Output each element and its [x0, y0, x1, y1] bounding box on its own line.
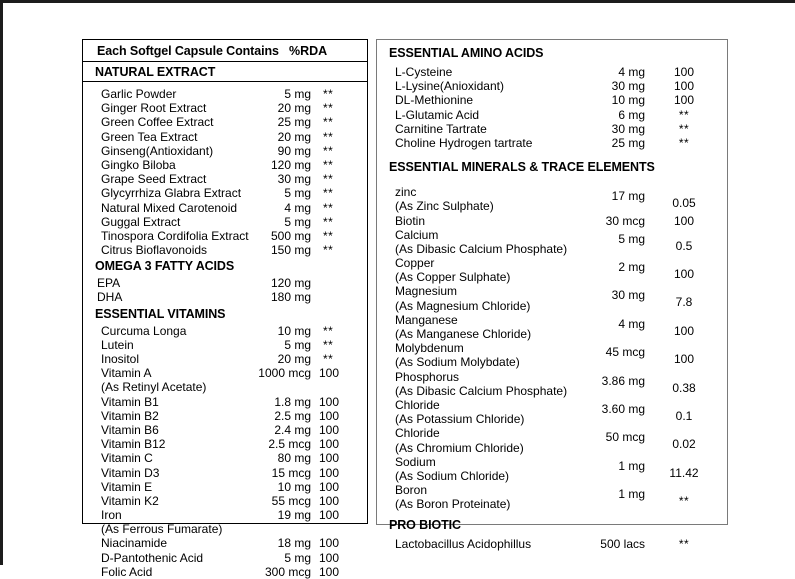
- mineral-source: (As Sodium Chloride): [395, 469, 510, 484]
- mineral-rda: 0.5: [675, 238, 693, 253]
- ingredient-name: Guggal Extract: [101, 214, 181, 229]
- probiotic-row: [377, 537, 727, 551]
- mineral-row: [377, 398, 727, 426]
- mineral-name: Manganese: [395, 312, 458, 327]
- ingredient-row: [83, 201, 367, 215]
- ingredient-name: Lutein: [101, 337, 134, 352]
- ingredient-amount: 30 mg: [611, 79, 645, 94]
- ingredient-rda: **: [323, 352, 334, 366]
- ingredient-row: [83, 395, 367, 409]
- ingredient-row: [83, 115, 367, 129]
- ingredient-name: Glycyrrhiza Glabra Extract: [101, 186, 242, 201]
- ingredient-row: [83, 494, 367, 508]
- ingredient-name: DL-Methionine: [395, 93, 474, 108]
- mineral-row: [377, 256, 727, 284]
- ingredient-row: [83, 423, 367, 437]
- mineral-source: (As Potassium Chloride): [395, 412, 525, 427]
- ingredient-row: [83, 551, 367, 565]
- ingredient-amount: 15 mcg: [271, 465, 311, 480]
- mineral-amount: 4 mg: [618, 316, 645, 331]
- mineral-name: Chloride: [395, 398, 440, 413]
- ingredient-name: Folic Acid: [101, 564, 153, 579]
- mineral-row: [377, 228, 727, 256]
- ingredient-rda: 100: [319, 366, 340, 381]
- mineral-amount: 3.86 mg: [601, 373, 645, 388]
- ingredient-name: L-Glutamic Acid: [395, 107, 480, 122]
- left-ingredients-panel: [82, 39, 368, 579]
- ingredient-row: [83, 144, 367, 158]
- ingredient-row: [83, 229, 367, 243]
- right-panel-body: [377, 40, 727, 551]
- mineral-row: [377, 426, 727, 454]
- ingredient-amount: 10 mg: [277, 323, 311, 338]
- ingredient-amount: 6 mg: [618, 107, 645, 122]
- ingredient-amount: 25 mg: [277, 115, 311, 130]
- mineral-amount: 5 mg: [618, 231, 645, 246]
- ingredient-name: Gingko Biloba: [101, 157, 176, 172]
- mineral-source: (As Dibasic Calcium Phosphate): [395, 383, 568, 398]
- ingredient-name: EPA: [97, 276, 121, 291]
- ingredient-row: [83, 437, 367, 451]
- ingredient-amount: 300 mcg: [264, 564, 311, 579]
- ingredient-rda: 100: [319, 422, 340, 437]
- mineral-rda: 100: [673, 352, 695, 367]
- mineral-row: [377, 455, 727, 483]
- ingredient-name: Grape Seed Extract: [101, 172, 207, 187]
- mineral-amount: 2 mg: [618, 260, 645, 275]
- ingredient-name: L-Cysteine: [395, 65, 453, 79]
- panel-header-rda-label: %RDA: [289, 43, 328, 58]
- ingredient-amount: 5 mg: [284, 550, 311, 565]
- pro-biotic-heading: PRO BIOTIC: [389, 517, 461, 532]
- essential-amino-acids-heading: ESSENTIAL AMINO ACIDS: [389, 46, 544, 60]
- ingredient-row: [83, 451, 367, 465]
- ingredient-name: Vitamin A: [101, 366, 152, 381]
- ingredient-rda: **: [323, 157, 334, 172]
- probiotic-amount: 500 lacs: [600, 536, 645, 551]
- ingredient-rda: 100: [319, 479, 340, 494]
- ingredient-row: [83, 352, 367, 366]
- ingredient-amount: 1000 mcg: [258, 366, 311, 381]
- ingredient-rda: 100: [319, 394, 340, 409]
- ingredient-rda: 100: [319, 493, 340, 508]
- panel-header-row: [83, 40, 367, 62]
- ingredient-amount: 4 mg: [618, 65, 645, 79]
- ingredient-amount: 5 mg: [284, 186, 311, 201]
- mineral-name: Phosphorus: [395, 369, 460, 384]
- mineral-amount: 1 mg: [618, 458, 645, 473]
- mineral-row: [377, 214, 727, 228]
- right-ingredients-panel: [376, 39, 728, 551]
- ingredient-name: L-Lysine(Anioxidant): [395, 79, 504, 94]
- mineral-rda: 0.05: [672, 196, 696, 211]
- ingredient-rda: 100: [319, 451, 340, 466]
- ingredient-rda: **: [323, 186, 334, 201]
- ingredient-name: Green Coffee Extract: [101, 115, 214, 130]
- ingredient-name: Vitamin B2: [101, 408, 159, 423]
- ingredient-amount: 30 mg: [277, 172, 311, 187]
- page-edge-left: [0, 0, 3, 565]
- mineral-row: [377, 370, 727, 398]
- ingredient-name: Curcuma Longa: [101, 323, 187, 338]
- ingredient-rda: **: [323, 228, 334, 243]
- ingredient-rda: 100: [319, 550, 340, 565]
- ingredient-rda: **: [678, 135, 690, 150]
- ingredient-name: Vitamin D3: [101, 465, 160, 480]
- mineral-name: Boron: [395, 483, 428, 498]
- ingredient-amount: 90 mg: [277, 143, 311, 158]
- ingredient-row: [83, 158, 367, 172]
- ingredient-amount: 55 mcg: [271, 493, 311, 508]
- ingredient-row: [83, 186, 367, 200]
- ingredient-rda: **: [323, 129, 334, 144]
- ingredient-name: Citrus Bioflavonoids: [101, 243, 208, 258]
- mineral-rda: 100: [673, 323, 695, 338]
- ingredient-amount: 20 mg: [277, 352, 311, 366]
- ingredient-row: [83, 290, 367, 304]
- ingredient-rda: **: [323, 200, 334, 215]
- mineral-rda: 0.02: [672, 437, 696, 452]
- ingredient-name: Ginseng(Antioxidant): [101, 143, 214, 158]
- mineral-amount: 3.60 mg: [601, 402, 645, 417]
- ingredient-rda: 100: [673, 93, 695, 108]
- essential-minerals-heading: ESSENTIAL MINERALS & TRACE ELEMENTS: [389, 160, 655, 175]
- mineral-rda: **: [678, 494, 690, 509]
- ingredient-amount: 150 mg: [270, 243, 311, 258]
- ingredient-row: [83, 565, 367, 579]
- ingredient-row: [83, 101, 367, 115]
- ingredient-amount: 10 mg: [611, 93, 645, 108]
- ingredient-name: Inositol: [101, 352, 140, 366]
- mineral-rda: 0.38: [672, 380, 696, 395]
- mineral-row: [377, 284, 727, 312]
- ingredient-row: [83, 536, 367, 550]
- ingredient-amount: 120 mg: [270, 157, 311, 172]
- ingredient-row: [83, 324, 367, 338]
- ingredient-row: [377, 65, 727, 79]
- ingredient-rda: 100: [319, 536, 340, 551]
- mineral-row: [377, 313, 727, 341]
- panel-header-title: Each Softgel Capsule Contains: [97, 43, 279, 58]
- ingredient-rda: **: [323, 101, 334, 116]
- ingredient-amount: 2.4 mg: [274, 422, 311, 437]
- ingredient-name: DHA: [97, 290, 123, 305]
- ingredient-name: Vitamin C: [101, 451, 153, 466]
- ingredient-row: [83, 338, 367, 352]
- ingredient-row: [83, 409, 367, 423]
- mineral-source: (As Boron Proteinate): [395, 497, 511, 512]
- mineral-rda: 0.1: [675, 409, 693, 424]
- ingredient-rda: **: [323, 214, 334, 229]
- ingredient-amount: 30 mg: [611, 121, 645, 136]
- mineral-name: Magnesium: [395, 284, 458, 299]
- ingredient-rda: **: [323, 337, 334, 352]
- ingredient-name: Garlic Powder: [101, 87, 177, 101]
- mineral-amount: 45 mcg: [605, 345, 645, 360]
- ingredient-amount: 80 mg: [277, 451, 311, 466]
- mineral-rda: 100: [673, 213, 695, 228]
- mineral-source: (As Dibasic Calcium Phosphate): [395, 241, 568, 256]
- mineral-amount: 30 mg: [611, 288, 645, 303]
- ingredient-source: (As Ferrous Fumarate): [101, 522, 223, 537]
- omega-3-heading: OMEGA 3 FATTY ACIDS: [95, 259, 235, 274]
- ingredient-amount: 1.8 mg: [274, 394, 311, 409]
- ingredient-rda: 100: [319, 508, 340, 523]
- mineral-name: Calcium: [395, 227, 439, 242]
- ingredient-name: Carnitine Tartrate: [395, 121, 487, 136]
- ingredient-rda: 100: [319, 408, 340, 423]
- ingredient-rda: **: [323, 323, 334, 338]
- ingredient-row: [83, 172, 367, 186]
- mineral-source: (As Copper Sulphate): [395, 270, 511, 285]
- mineral-source: (As Chromium Chloride): [395, 440, 524, 455]
- ingredient-amount: 120 mg: [270, 276, 311, 291]
- mineral-name: Biotin: [395, 213, 426, 228]
- ingredient-amount: 4 mg: [284, 200, 311, 215]
- ingredient-name: Vitamin B1: [101, 394, 159, 409]
- ingredient-amount: 180 mg: [270, 290, 311, 305]
- ingredient-amount: 19 mg: [277, 508, 311, 523]
- ingredient-name: D-Pantothenic Acid: [101, 550, 204, 565]
- mineral-row: [377, 185, 727, 213]
- mineral-amount: 50 mcg: [605, 430, 645, 445]
- ingredient-source-row: [83, 522, 367, 536]
- ingredient-name: Natural Mixed Carotenoid: [101, 200, 238, 215]
- ingredient-name: Vitamin K2: [101, 493, 159, 508]
- ingredient-amount: 5 mg: [284, 214, 311, 229]
- ingredient-row: [83, 215, 367, 229]
- mineral-rda: 7.8: [675, 295, 693, 310]
- probiotic-name: Lactobacillus Acidophillus: [395, 536, 532, 551]
- ingredient-row: [377, 122, 727, 136]
- ingredient-name: Ginger Root Extract: [101, 101, 207, 116]
- ingredient-row: [377, 93, 727, 107]
- ingredient-rda: 100: [319, 564, 340, 579]
- mineral-name: zinc: [395, 185, 417, 200]
- ingredient-row: [83, 130, 367, 144]
- ingredient-rda: 100: [319, 437, 340, 452]
- natural-extract-header-row: [83, 62, 367, 82]
- ingredient-row: [83, 366, 367, 380]
- essential-vitamins-heading: ESSENTIAL VITAMINS: [95, 306, 226, 321]
- ingredient-rda: **: [323, 87, 334, 101]
- mineral-name: Copper: [395, 256, 435, 271]
- ingredient-amount: 2.5 mg: [274, 408, 311, 423]
- mineral-source: (As Zinc Sulphate): [395, 199, 494, 214]
- ingredient-rda: 100: [673, 79, 695, 94]
- mineral-row: [377, 483, 727, 511]
- ingredient-name: Vitamin E: [101, 479, 153, 494]
- mineral-name: Chloride: [395, 426, 440, 441]
- ingredient-amount: 20 mg: [277, 101, 311, 116]
- ingredient-rda: 100: [673, 65, 695, 79]
- natural-extract-heading: NATURAL EXTRACT: [95, 64, 216, 79]
- left-panel-body: [83, 82, 367, 579]
- ingredient-name: Tinospora Cordifolia Extract: [101, 228, 249, 243]
- ingredient-rda: 100: [319, 465, 340, 480]
- ingredient-source-row: [83, 380, 367, 394]
- ingredient-amount: 5 mg: [284, 337, 311, 352]
- ingredient-rda: **: [678, 121, 690, 136]
- ingredient-rda: **: [323, 115, 334, 130]
- ingredient-row: [83, 466, 367, 480]
- mineral-amount: 1 mg: [618, 487, 645, 502]
- ingredient-name: Niacinamide: [101, 536, 168, 551]
- ingredient-row: [83, 243, 367, 257]
- ingredient-name: Vitamin B6: [101, 422, 159, 437]
- ingredient-name: Green Tea Extract: [101, 129, 198, 144]
- ingredient-rda: **: [323, 172, 334, 187]
- ingredient-amount: 500 mg: [270, 228, 311, 243]
- ingredient-row: [83, 276, 367, 290]
- ingredient-rda: **: [323, 143, 334, 158]
- mineral-amount: 30 mcg: [605, 213, 645, 228]
- ingredient-amount: 10 mg: [277, 479, 311, 494]
- mineral-name: Molybdenum: [395, 341, 464, 356]
- ingredient-rda: **: [323, 243, 334, 258]
- ingredient-rda: **: [678, 107, 690, 122]
- ingredient-source: (As Retinyl Acetate): [101, 380, 207, 395]
- ingredient-row: [83, 480, 367, 494]
- page-edge-top: [0, 0, 795, 3]
- ingredient-row: [83, 508, 367, 522]
- ingredient-amount: 20 mg: [277, 129, 311, 144]
- ingredient-name: Iron: [101, 508, 122, 523]
- mineral-name: Sodium: [395, 454, 436, 469]
- mineral-amount: 17 mg: [611, 189, 645, 204]
- ingredient-name: Choline Hydrogen tartrate: [395, 135, 533, 150]
- mineral-source: (As Sodium Molybdate): [395, 355, 520, 370]
- ingredient-amount: 2.5 mcg: [268, 437, 311, 452]
- ingredient-row: [83, 87, 367, 101]
- mineral-rda: 100: [673, 267, 695, 282]
- mineral-source: (As Manganese Chloride): [395, 327, 532, 342]
- ingredient-name: Vitamin B12: [101, 437, 166, 452]
- mineral-row: [377, 341, 727, 369]
- mineral-rda: 11.42: [669, 465, 699, 480]
- ingredient-amount: 25 mg: [611, 135, 645, 150]
- ingredient-row: [377, 136, 727, 150]
- ingredient-amount: 5 mg: [284, 87, 311, 101]
- ingredient-row: [377, 108, 727, 122]
- probiotic-rda: **: [678, 536, 690, 551]
- mineral-source: (As Magnesium Chloride): [395, 298, 531, 313]
- ingredient-row: [377, 79, 727, 93]
- ingredient-amount: 18 mg: [277, 536, 311, 551]
